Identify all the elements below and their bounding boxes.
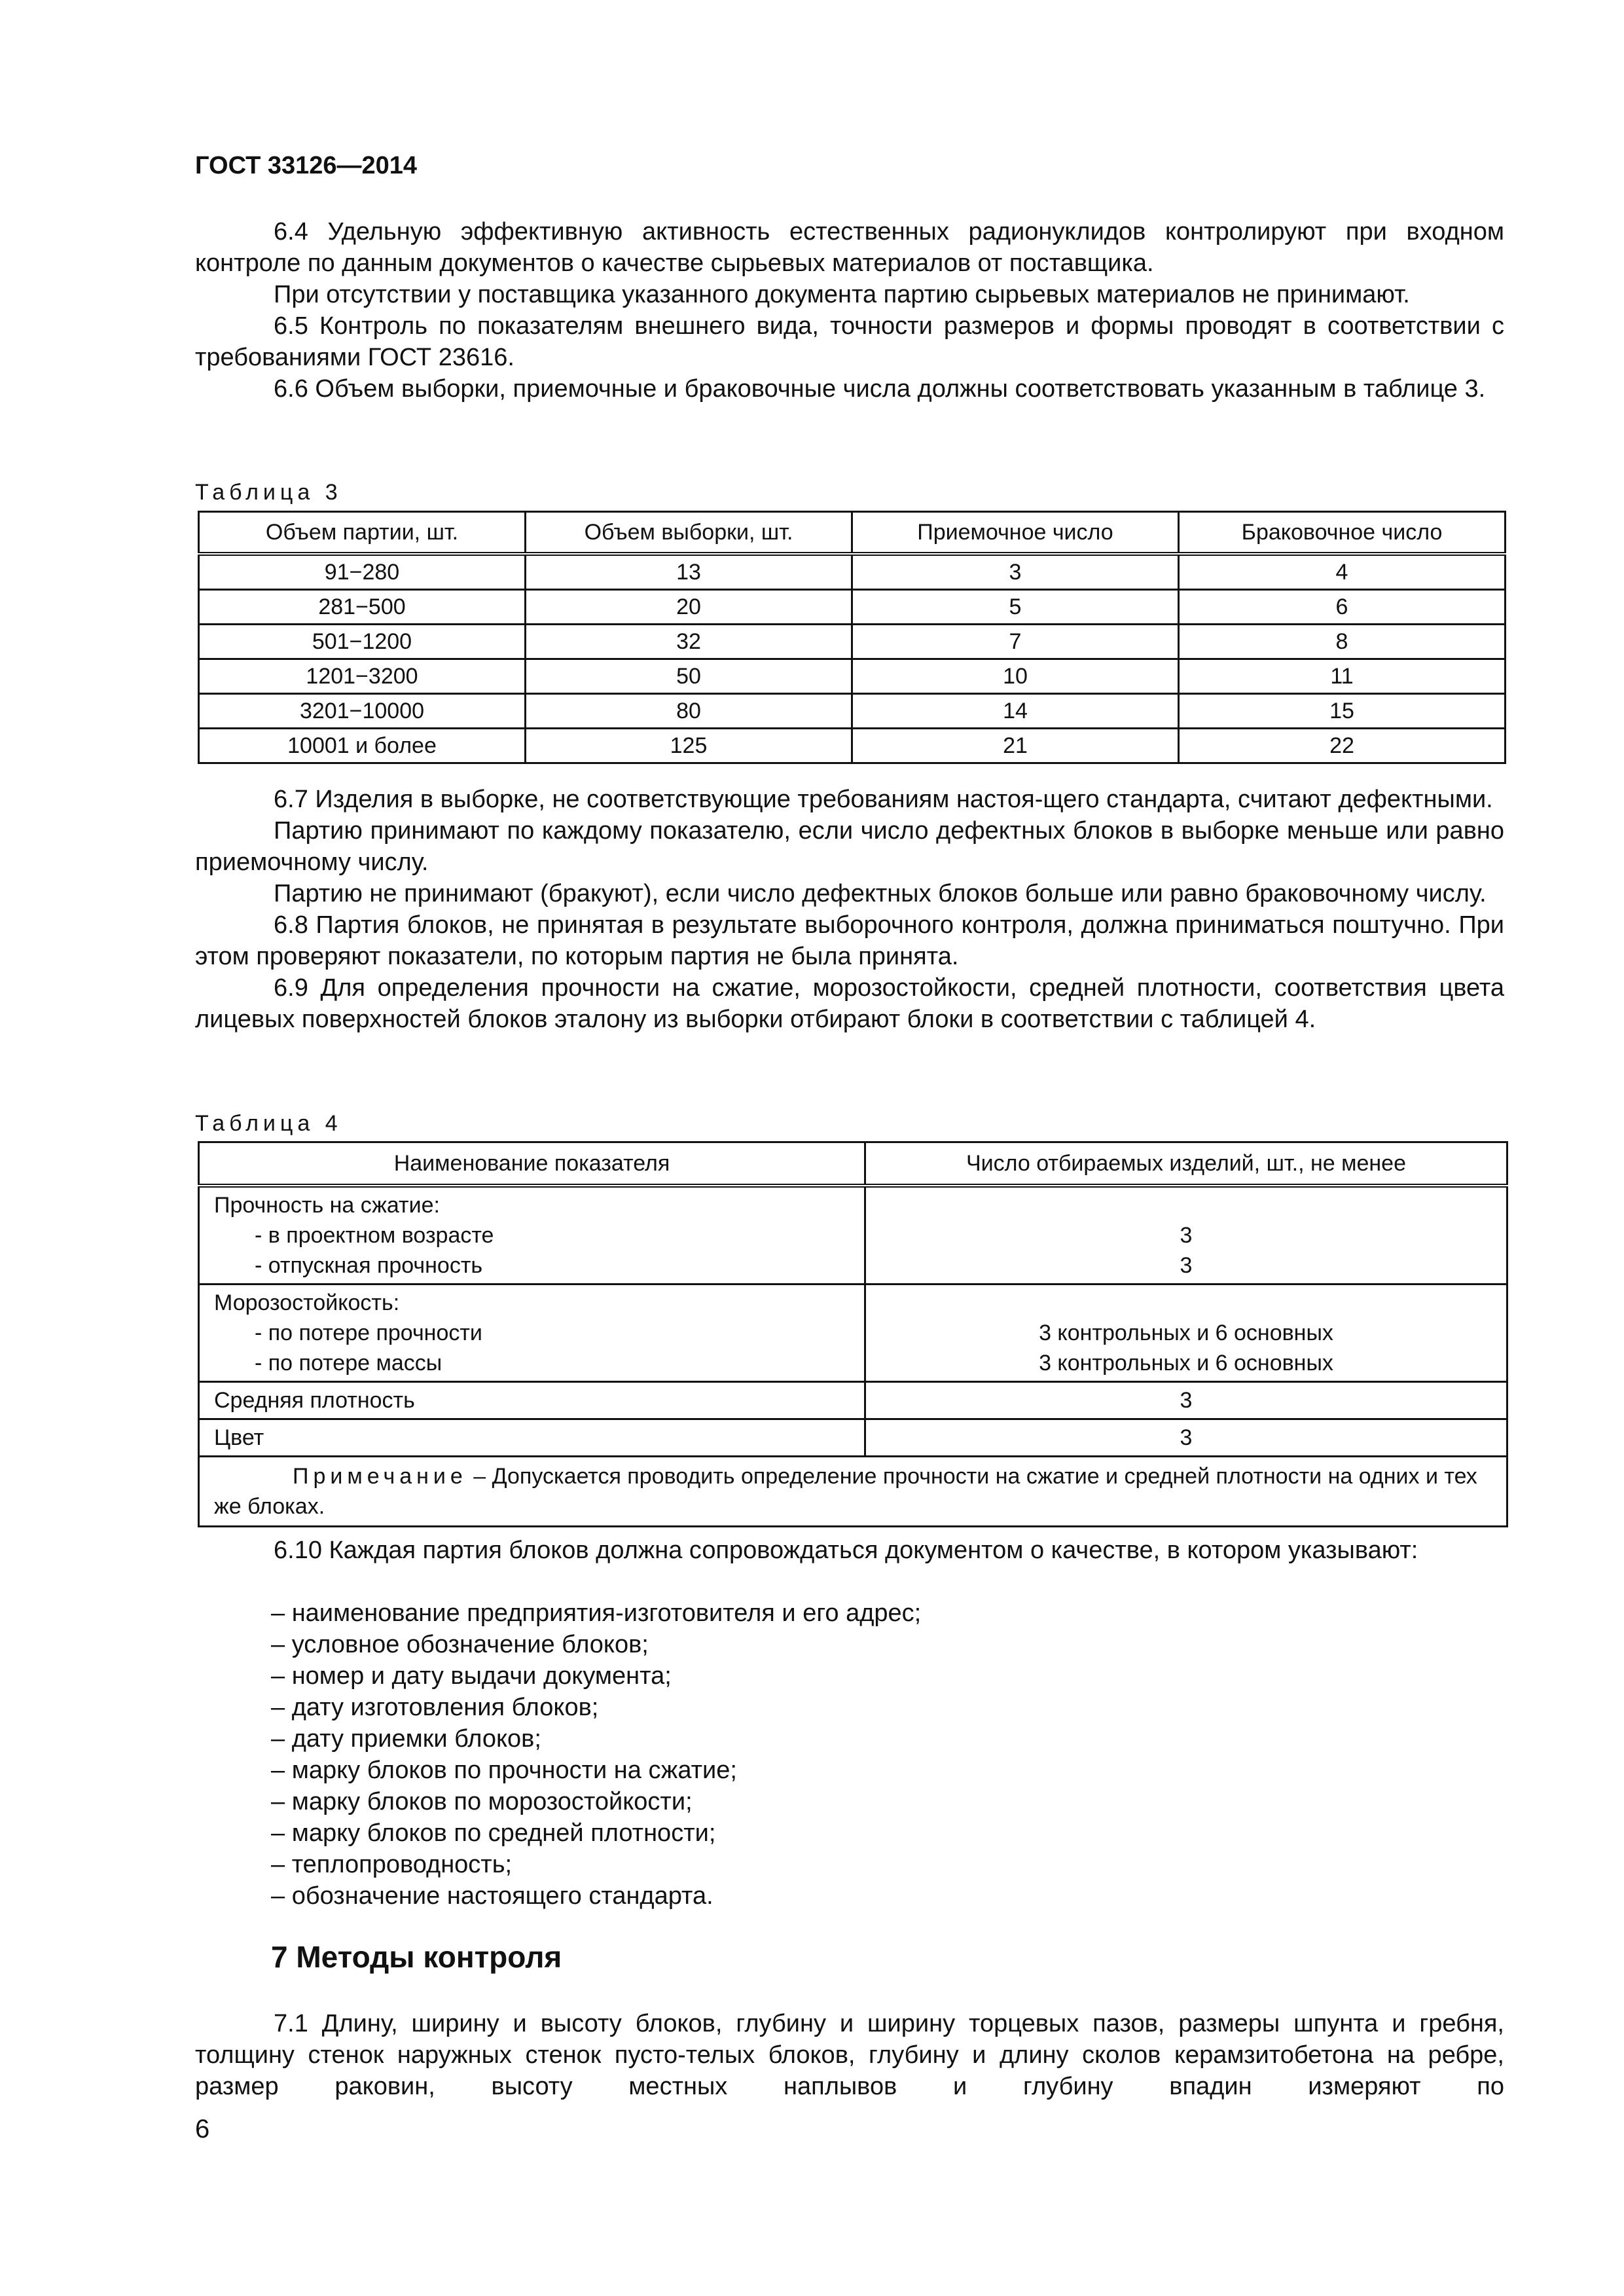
table3-cell: 4 (1179, 554, 1506, 590)
para-6-7-b: Партию принимают по каждому показателю, если число дефектных блоков в выборке меньше или равно приемочному числу. (195, 817, 1504, 876)
table3-header-sample: Объем выборки, шт. (526, 512, 852, 555)
para-6-6: 6.6 Объем выборки, приемочные и браковочные числа должны соответствовать указанным в таблице 3. (274, 375, 1486, 403)
table4-color-label: Цвет (199, 1419, 865, 1457)
table4-frost-label (199, 1285, 865, 1382)
table4-density-value: 3 (865, 1382, 1507, 1419)
para-6-7: 6.7 Изделия в выборке, не соответствующие требованиям настоя-щего стандарта, считают дефектными. (274, 786, 1493, 813)
table3-cell: 281−500 (199, 590, 526, 625)
table4-note-text: – Допускается проводить определение прочности на сжатие и средней плотности на одних и тех же блоках. (214, 1464, 1477, 1519)
table3-cell: 10001 и более (199, 729, 526, 763)
table3-cell: 13 (526, 554, 852, 590)
list-item: – теплопроводность; (271, 1851, 513, 1878)
paragraphs-6-7-to-6-9 (195, 784, 1504, 1035)
table4-note-lead: Примечание (293, 1464, 467, 1489)
table3-cell: 501−1200 (199, 625, 526, 659)
page-number: 6 (195, 2115, 210, 2143)
table3-header-reject: Браковочное число (1179, 512, 1506, 555)
table-row (199, 659, 1506, 694)
table3-cell: 22 (1179, 729, 1506, 763)
list-item: – обозначение настоящего стандарта. (271, 1882, 713, 1910)
table4-strength-title: Прочность на сжатие: (214, 1193, 440, 1218)
section-7-heading: 7 Методы контроля (271, 1940, 562, 1974)
table4-strength-label (199, 1186, 865, 1285)
table-row (199, 694, 1506, 729)
table3-cell: 125 (526, 729, 852, 763)
table3-cell: 8 (1179, 625, 1506, 659)
table4-frost-val1: 3 контрольных и 6 основных (1039, 1321, 1333, 1345)
list-item: – наименование предприятия-изготовителя и его адрес; (271, 1599, 922, 1627)
table4-header-indicator: Наименование показателя (199, 1142, 865, 1186)
table3-cell: 11 (1179, 659, 1506, 694)
table3-cell: 91−280 (199, 554, 526, 590)
para-7-1: 7.1 Длину, ширину и высоту блоков, глубину и ширину торцевых пазов, размеры шпунта и гребня, толщину стенок наружных стенок пусто-телых блоков, глубину и длину сколов керамзитобетона на ребре, размер раковин, высоту местных наплывов и глубину впадин измеряют по (195, 2010, 1504, 2100)
table3-cell: 20 (526, 590, 852, 625)
table3-cell: 1201−3200 (199, 659, 526, 694)
table4-strength-sub1: - в проектном возрасте (255, 1223, 494, 1248)
table-row (199, 1457, 1507, 1527)
list-6-10 (271, 1597, 921, 1912)
list-item: – дату изготовления блоков; (271, 1694, 599, 1721)
table4-color-value: 3 (865, 1419, 1507, 1457)
table3-header-accept: Приемочное число (852, 512, 1179, 555)
table-4 (198, 1141, 1508, 1527)
table-row (199, 625, 1506, 659)
table4-header-row (199, 1142, 1507, 1186)
list-item: – марку блоков по средней плотности; (271, 1819, 716, 1847)
table3-cell: 80 (526, 694, 852, 729)
table-row (199, 1186, 1507, 1285)
list-item: – дату приемки блоков; (271, 1725, 541, 1753)
table4-density-label: Средняя плотность (199, 1382, 865, 1419)
table3-header-row (199, 512, 1506, 555)
paragraph-6-10 (195, 1535, 1504, 1566)
table3-cell: 21 (852, 729, 1179, 763)
list-item: – номер и дату выдачи документа; (271, 1662, 672, 1690)
table4-frost-sub2: - по потере массы (255, 1351, 442, 1376)
table4-strength-values (865, 1186, 1507, 1285)
para-6-5: 6.5 Контроль по показателям внешнего вида, точности размеров и формы проводят в соответствии с требованиями ГОСТ 23616. (195, 312, 1504, 371)
table4-caption: Таблица 4 (195, 1111, 342, 1136)
table4-frost-val2: 3 контрольных и 6 основных (1039, 1351, 1333, 1376)
table-row (199, 1382, 1507, 1419)
paragraph-7-1 (195, 2008, 1504, 2102)
list-item: – марку блоков по прочности на сжатие; (271, 1757, 737, 1784)
table3-header-lot: Объем партии, шт. (199, 512, 526, 555)
table3-cell: 15 (1179, 694, 1506, 729)
table3-caption: Таблица 3 (195, 480, 342, 505)
para-6-7-c: Партию не принимают (бракуют), если число дефектных блоков больше или равно браковочному числу. (274, 880, 1487, 907)
table3-cell: 10 (852, 659, 1179, 694)
table4-header-count: Число отбираемых изделий, шт., не менее (865, 1142, 1507, 1186)
para-6-4: 6.4 Удельную эффективную активность естественных радионуклидов контролируют при входном контроле по данным документов о качестве сырьевых материалов от поставщика. (195, 218, 1504, 277)
table3-cell: 5 (852, 590, 1179, 625)
para-6-9: 6.9 Для определения прочности на сжатие, морозостойкости, средней плотности, соответствия цвета лицевых поверхностей блоков эталону из выборки отбирают блоки в соответствии с таблицей 4. (195, 974, 1504, 1033)
paragraphs-6-4-to-6-6 (195, 216, 1504, 405)
table4-strength-val2: 3 (1180, 1253, 1193, 1278)
table3-cell: 6 (1179, 590, 1506, 625)
table3-cell: 3 (852, 554, 1179, 590)
doc-header-code: ГОСТ 33126—2014 (195, 152, 418, 179)
table-row (199, 1285, 1507, 1382)
table4-frost-title: Морозостойкость: (214, 1290, 400, 1315)
table-row (199, 1419, 1507, 1457)
para-6-8: 6.8 Партия блоков, не принятая в результате выборочного контроля, должна приниматься поштучно. При этом проверяют показатели, по которым партия не была принята. (195, 911, 1504, 970)
para-6-10: 6.10 Каждая партия блоков должна сопровождаться документом о качестве, в котором указывают: (274, 1537, 1418, 1564)
table3-cell: 7 (852, 625, 1179, 659)
table4-strength-sub2: - отпускная прочность (255, 1253, 483, 1278)
table4-strength-val1: 3 (1180, 1223, 1193, 1248)
table-row (199, 729, 1506, 763)
table4-note (199, 1457, 1507, 1527)
para-6-4-b: При отсутствии у поставщика указанного документа партию сырьевых материалов не принимают. (274, 281, 1410, 308)
table-row (199, 590, 1506, 625)
table-row (199, 554, 1506, 590)
table3-cell: 3201−10000 (199, 694, 526, 729)
table4-frost-sub1: - по потере прочности (255, 1321, 482, 1345)
list-item: – марку блоков по морозостойкости; (271, 1788, 693, 1815)
table3-cell: 32 (526, 625, 852, 659)
table3-cell: 14 (852, 694, 1179, 729)
table4-frost-values (865, 1285, 1507, 1382)
table-3 (198, 511, 1506, 764)
table3-cell: 50 (526, 659, 852, 694)
list-item: – условное обозначение блоков; (271, 1631, 649, 1658)
